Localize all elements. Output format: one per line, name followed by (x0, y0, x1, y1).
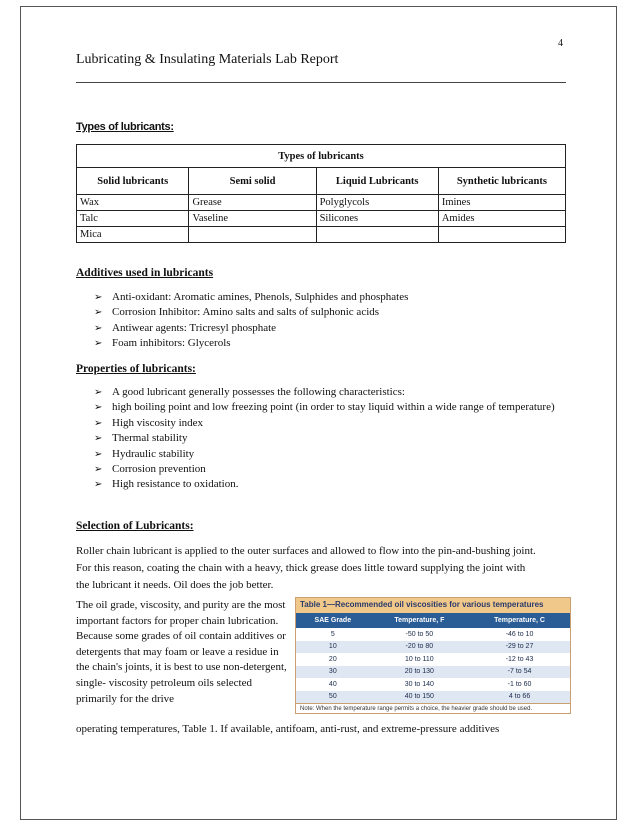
column-header: Temperature, C (469, 613, 570, 628)
table-cell: -12 to 43 (505, 655, 534, 663)
selection-heading: Selection of Lubricants: (76, 520, 194, 532)
list-item: ➢ Corrosion Inhibitor: Amino salts and salts of sulphonic acids (94, 305, 408, 320)
list-item: ➢ Hydraulic stability (94, 447, 564, 462)
table-row (77, 211, 566, 227)
operating-temperatures-line: operating temperatures, Table 1. If available, antifoam, anti-rust, and extreme-pressure additives (76, 723, 500, 735)
table-cell: -1 to 60 (507, 680, 532, 688)
table-cell: 30 to 140 (404, 680, 434, 688)
types-heading: Types of lubricants: (76, 121, 174, 133)
viscosity-table-note: Note: When the temperature range permits a choice, the heavier grade should be used. (296, 703, 570, 714)
table-cell: 20 to 130 (370, 666, 469, 679)
list-item: ➢ Corrosion prevention (94, 462, 564, 477)
table-row (77, 195, 566, 211)
types-table (76, 144, 566, 243)
table-row (296, 691, 570, 704)
table-row (296, 628, 570, 641)
list-item: ➢ A good lubricant generally possesses the following characteristics: (94, 385, 564, 400)
page-number: 4 (558, 38, 563, 49)
table-cell: Vaseline (189, 211, 316, 227)
properties-list (94, 385, 564, 493)
table-cell: -20 to 80 (370, 641, 469, 654)
column-header: SAE Grade (296, 613, 370, 628)
table-cell: -50 to 50 (405, 630, 434, 638)
oil-grade-paragraph: The oil grade, viscosity, and purity are the most important factors for proper chain lubrication. Because some grades of oil contain additives or detergents that may foam or leave a residue in the chain's joints, it is best to use non-detergent, single- viscosity petroleum oils selected primarily for the drive (76, 599, 287, 705)
viscosity-table (296, 613, 570, 703)
table-cell: -7 to 54 (469, 666, 570, 679)
table-cell (438, 227, 565, 243)
table-cell: 30 (296, 666, 370, 679)
list-item: ➢ Anti-oxidant: Aromatic amines, Phenols, Sulphides and phosphates (94, 290, 408, 305)
properties-heading: Properties of lubricants: (76, 363, 196, 375)
table-cell: Wax (77, 195, 189, 211)
list-item: ➢ High viscosity index (94, 416, 564, 431)
table-row (296, 653, 570, 666)
table-cell: Mica (77, 227, 189, 243)
column-header: Liquid Lubricants (316, 168, 438, 195)
selection-paragraph: Roller chain lubricant is applied to the outer surfaces and allowed to flow into the pin-and-bushing joint. For this reason, coating the chain with a heavy, thick grease does little toward supplying the joint with the lubricant it needs. Oil does the job better. (76, 545, 536, 591)
list-item: ➢ High resistance to oxidation. (94, 477, 564, 492)
table-cell (316, 227, 438, 243)
table-cell: 4 to 66 (469, 691, 570, 704)
table-cell: -46 to 10 (505, 630, 534, 638)
types-table-caption: Types of lubricants (77, 145, 566, 168)
page-header: Lubricating & Insulating Materials Lab Report (76, 52, 339, 67)
table-cell: 40 (328, 680, 337, 688)
table-cell: 10 (296, 641, 370, 654)
table-cell: 50 (296, 691, 370, 704)
table-cell: Talc (77, 211, 189, 227)
column-header: Solid lubricants (77, 168, 189, 195)
viscosity-table-image (295, 597, 571, 714)
table-cell: Polyglycols (316, 195, 438, 211)
table-row (296, 666, 570, 679)
table-cell: Silicones (316, 211, 438, 227)
additives-list (94, 290, 408, 352)
column-header: Synthetic lubricants (438, 168, 565, 195)
table-cell: 5 (330, 630, 335, 638)
table-row (296, 641, 570, 654)
additives-heading: Additives used in lubricants (76, 267, 214, 279)
table-cell: -29 to 27 (469, 641, 570, 654)
header-rule (76, 82, 566, 83)
table-row (77, 227, 566, 243)
table-cell: 20 (328, 655, 337, 663)
table-cell (189, 227, 316, 243)
column-header: Temperature, F (370, 613, 469, 628)
table-row (296, 678, 570, 691)
viscosity-table-title: Table 1—Recommended oil viscosities for various temperatures (296, 598, 570, 613)
table-cell: 10 to 110 (405, 655, 434, 663)
list-item: ➢ Thermal stability (94, 431, 564, 446)
table-cell: 40 to 150 (370, 691, 469, 704)
table-cell: Amides (438, 211, 565, 227)
column-header: Semi solid (189, 168, 316, 195)
table-cell: Imines (438, 195, 565, 211)
list-item: ➢ Foam inhibitors: Glycerols (94, 336, 408, 351)
list-item: ➢ Antiwear agents: Tricresyl phosphate (94, 321, 408, 336)
list-item: ➢ high boiling point and low freezing point (in order to stay liquid within a wide range of temperature) (94, 400, 564, 415)
table-cell: Grease (189, 195, 316, 211)
